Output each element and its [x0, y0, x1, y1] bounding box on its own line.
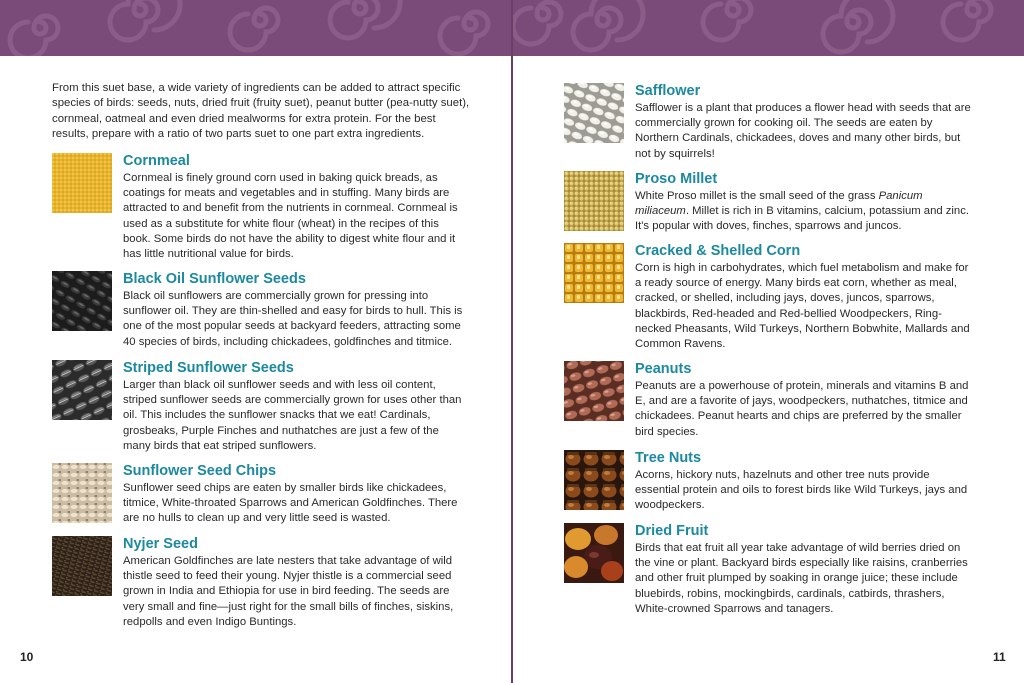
entry-title: Black Oil Sunflower Seeds	[123, 271, 306, 287]
decorative-banner	[0, 0, 511, 56]
entry-body: Birds that eat fruit all year take advantage of wild berries dried on the vine or plant. Backyard birds especially like raisins, cranberries and other fruit plumped by soaking in orange juice; these include bluebirds, robins, mockingbirds, cardinals, catbirds, thrashers, White-crowned Sparrows and tanagers.	[635, 542, 968, 615]
entry-title: Cornmeal	[123, 153, 190, 169]
swirl-pattern-icon	[0, 0, 511, 56]
entry-body: Black oil sunflowers are commercially grown for pressing into sunflower oil. They are thin-shelled and easy for birds to hull. This is one of the most popular seeds at backyard feeders, attracting some 40 species of birds, including chickadees, goldfinches and titmice.	[123, 290, 463, 348]
corn-kernels-photo	[564, 243, 624, 303]
entry-body: Larger than black oil sunflower seeds and with less oil content, striped sunflower seeds are commercially grown for uses other than oil. This includes the sunflower snacks that we eat! Cardinals, grosbeaks, Purple Finches and nuthatches are just a few of the many birds that eat striped sunflowers.	[123, 379, 462, 452]
entry-body: Peanuts are a powerhouse of protein, minerals and vitamins B and E, and are a favorite of jays, woodpeckers, nuthatches, titmice and chickadees. Peanut hearts and chips are preferred by the smaller bird species.	[635, 380, 969, 438]
entry-title: Cracked & Shelled Corn	[635, 243, 801, 259]
sunflower-chips-photo	[52, 463, 112, 523]
swirl-pattern-icon	[513, 0, 1024, 56]
entry-body: Safflower is a plant that produces a flower head with seeds that are commercially grown for cooking oil. The seeds are eaten by Northern Cardinals, chickadees, doves and many other birds, but not by squirrels!	[635, 102, 971, 160]
entry-body: Sunflower seed chips are eaten by smaller birds like chickadees, titmice, White-throated Sparrows and American Goldfinches. There are no hulls to clean up and very little seed is wasted.	[123, 482, 458, 525]
entry-title: Dried Fruit	[635, 523, 709, 539]
entry-title: Peanuts	[635, 361, 692, 377]
proso-millet-photo	[564, 171, 624, 231]
left-page	[0, 0, 511, 683]
entry-body-italic: Panicum miliaceum	[635, 190, 923, 218]
entry-body: Corn is high in carbohydrates, which fuel metabolism and make for a ready source of energy. Many birds eat corn, whether as meal, cracked, or shelled, including jays, doves, juncos, sparrows, blackbirds, Red-headed and Red-bellied Woodpeckers, Ring-necked Pheasants, Wild Turkeys, Northern Bobwhite, Mallards and Common Ravens.	[635, 262, 970, 351]
entry-body-text: White Proso millet is the small seed of the grass	[635, 190, 879, 202]
page-number: 10	[20, 650, 34, 664]
peanuts-photo	[564, 361, 624, 421]
right-page	[513, 0, 1024, 683]
entry-title: Safflower	[635, 83, 701, 99]
entry-body-text: . Millet is rich in B vitamins, calcium, potassium and zinc. It's popular with doves, finches, sparrows and juncos.	[635, 205, 969, 233]
entry-body: Acorns, hickory nuts, hazelnuts and other tree nuts provide essential protein and oils to forest birds like Wild Turkeys, jays and woodpeckers.	[635, 469, 968, 512]
entry-title: Striped Sunflower Seeds	[123, 360, 294, 376]
entry-body: American Goldfinches are late nesters that take advantage of wild thistle seed to feed their young. Nyjer thistle is a commercial seed grown in India and Ethiopia for use in bird feeding. The seeds are very small and fine—just right for the small bills of finches, siskins, redpolls and even Indigo Buntings.	[123, 555, 454, 628]
nyjer-seed-photo	[52, 536, 112, 596]
safflower-photo	[564, 83, 624, 143]
page-number: 11	[993, 650, 1006, 664]
black-sunflower-photo	[52, 271, 112, 331]
striped-sunflower-photo	[52, 360, 112, 420]
dried-fruit-photo	[564, 523, 624, 583]
cornmeal-photo	[52, 153, 112, 213]
tree-nuts-photo	[564, 450, 624, 510]
entry-title: Nyjer Seed	[123, 536, 198, 552]
entry-body: Cornmeal is finely ground corn used in baking quick breads, as coatings for meats and vegetables and in stuffing. Many birds are attracted to and benefit from the nutrients in cornmeal. Cornmeal is used as a substitute for white flour (wheat) in the recipes of this book. Some birds do not have the ability to digest white flour and it has little nutritional value for birds.	[123, 172, 458, 261]
entry-title: Tree Nuts	[635, 450, 702, 466]
decorative-banner	[513, 0, 1024, 56]
entry-title: Proso Millet	[635, 171, 718, 187]
entry-title: Sunflower Seed Chips	[123, 463, 277, 479]
intro-paragraph: From this suet base, a wide variety of ingredients can be added to attract specific species of birds: seeds, nuts, dried fruit (fruity suet), peanut butter (pea-nutty suet), cornmeal, oatmeal and even dried mealworms for extra protein. For the best results, prepare with a ratio of two parts suet to one part extra ingredients.	[52, 82, 470, 140]
entry-body	[635, 189, 975, 235]
